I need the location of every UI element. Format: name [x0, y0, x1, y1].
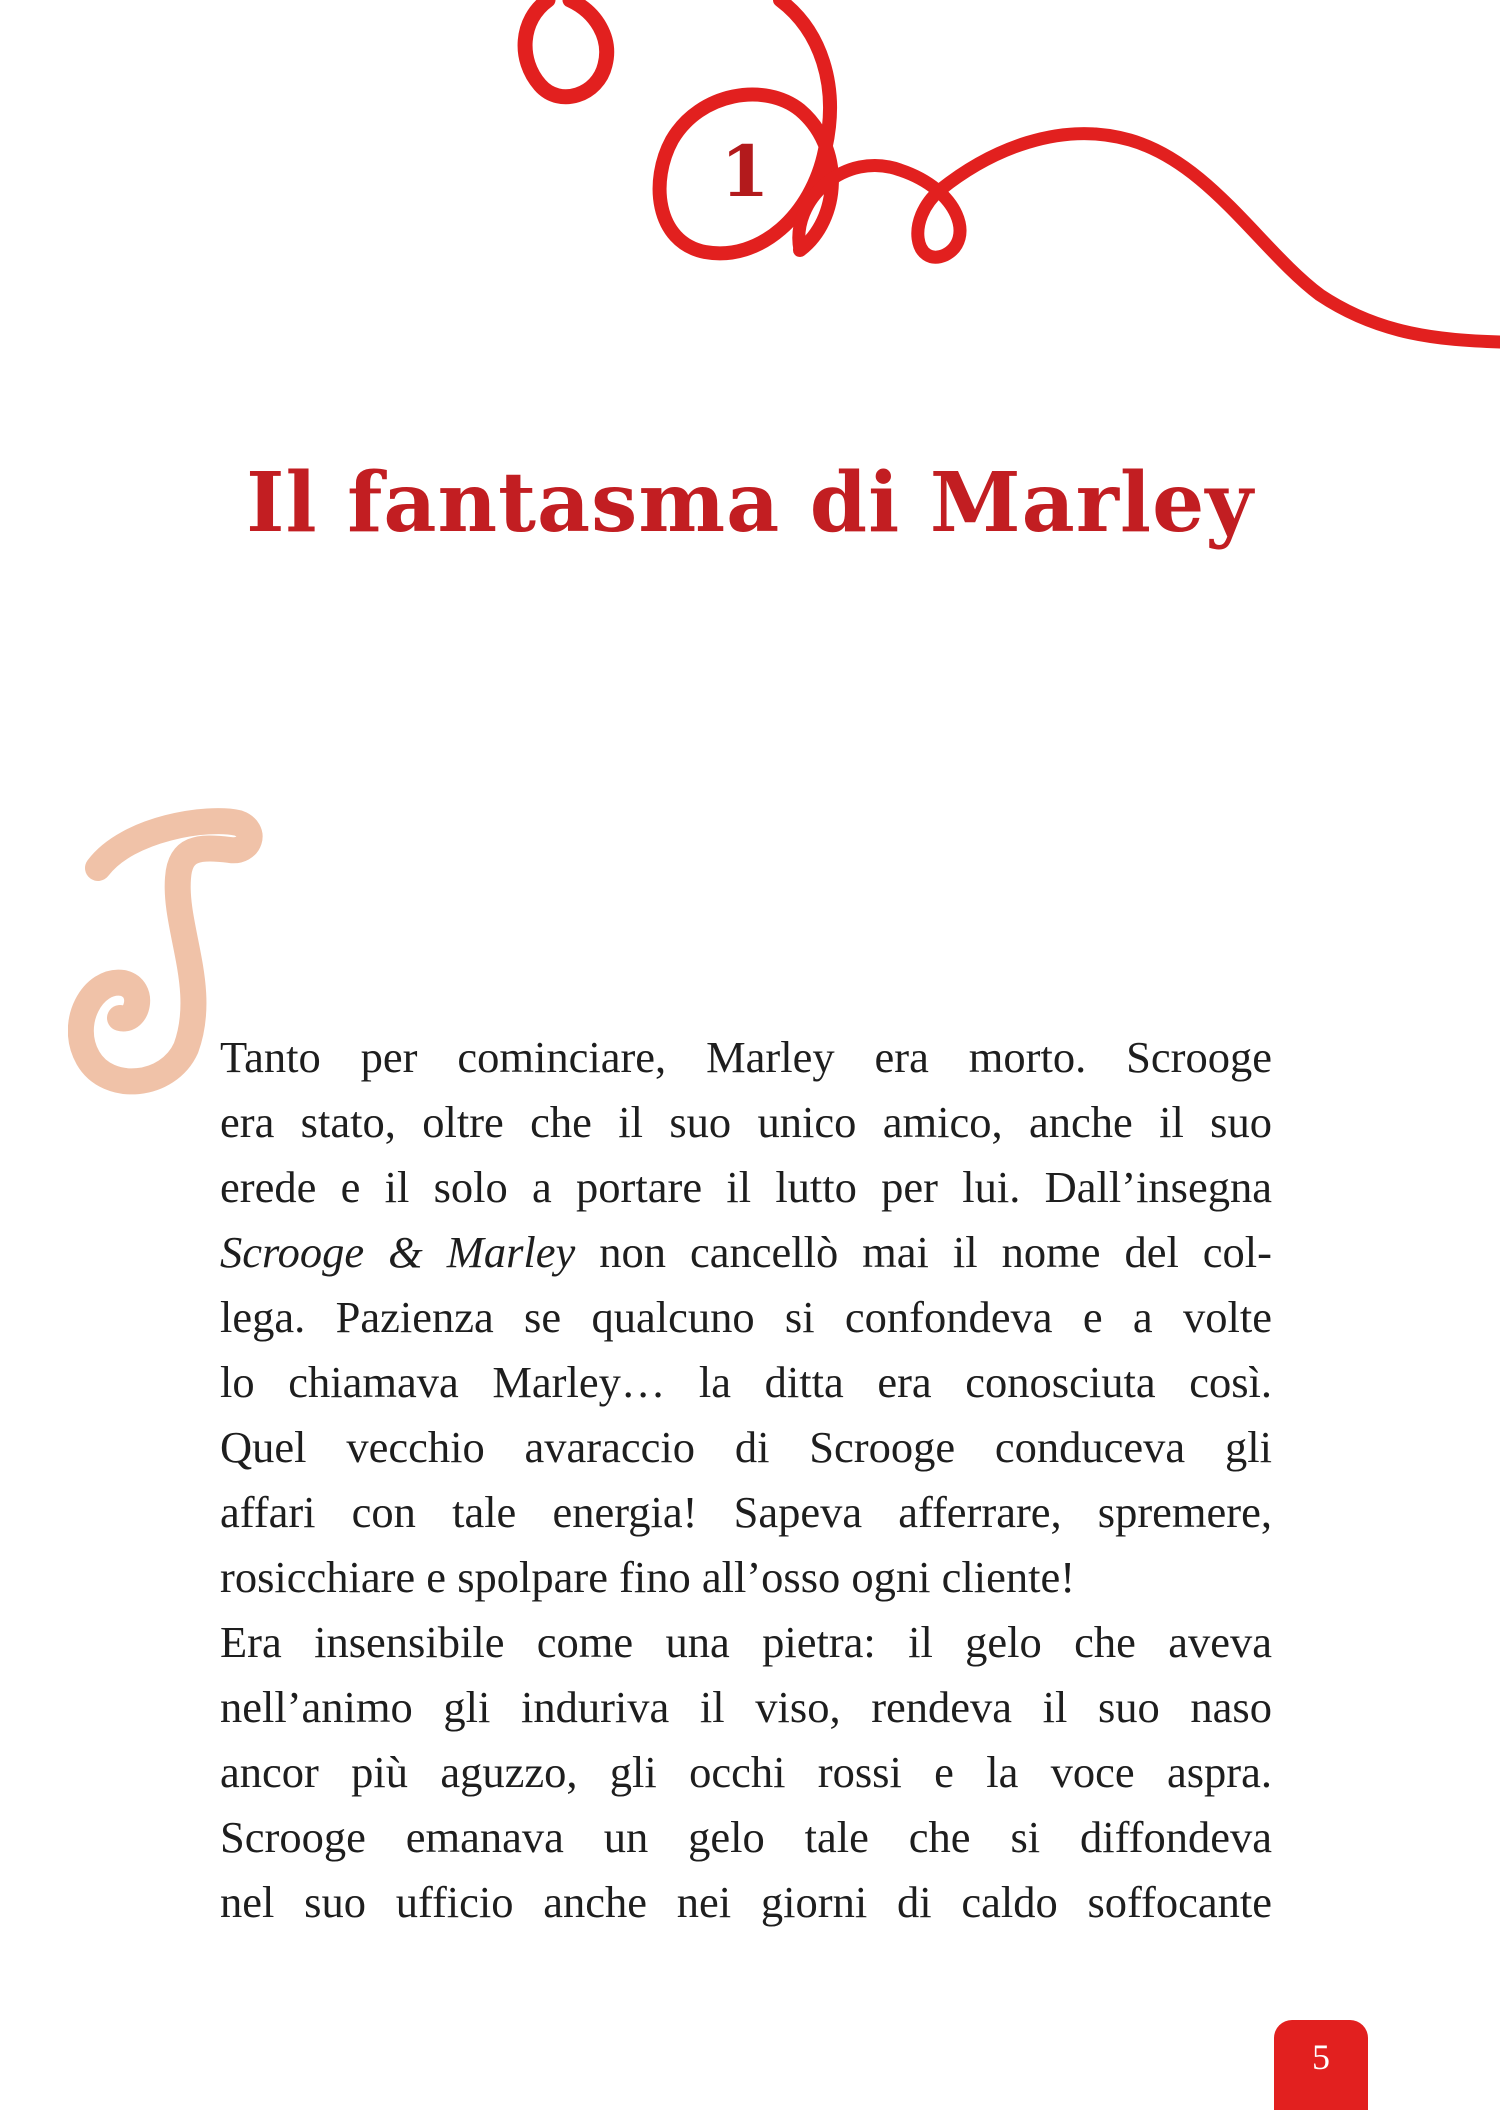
text-line: lega. Pazienza se qualcuno si confondeva e a volte	[220, 1292, 1272, 1342]
italic-firm-name: Scrooge & Marley	[220, 1227, 576, 1277]
text-line: rosicchiare e spolpare fino all’osso ogni cliente!	[220, 1552, 1076, 1602]
text-line: nel suo ufficio anche nei giorni di caldo soffocante	[220, 1877, 1272, 1927]
text-line-rest: non cancellò mai il nome del col-	[599, 1227, 1272, 1277]
chapter-title: Il fantasma di Marley	[246, 455, 1254, 551]
text-line: Tanto per cominciare, Marley era morto. Scrooge	[220, 1032, 1272, 1082]
text-line: Quel vecchio avaraccio di Scrooge conduceva gli	[220, 1422, 1272, 1472]
text-line: nell’animo gli induriva il viso, rendeva il suo naso	[220, 1682, 1272, 1732]
text-line: lo chiamava Marley… la ditta era conosciuta così.	[220, 1357, 1272, 1407]
text-line: Era insensibile come una pietra: il gelo che aveva	[220, 1617, 1272, 1667]
page-number-tab	[1274, 2020, 1368, 2110]
page-number: 5	[1312, 2037, 1330, 2077]
body-text	[220, 1025, 1272, 1935]
text-line: ancor più aguzzo, gli occhi rossi e la voce aspra.	[220, 1747, 1272, 1797]
chapter-number: 1	[720, 130, 770, 213]
text-line: Scrooge emanava un gelo tale che si diffondeva	[220, 1812, 1272, 1862]
text-line: era stato, oltre che il suo unico amico, anche il suo	[220, 1097, 1272, 1147]
text-line: affari con tale energia! Sapeva afferrare, spremere,	[220, 1487, 1272, 1537]
text-line: erede e il solo a portare il lutto per lui. Dall’insegna	[220, 1162, 1272, 1212]
text-line	[220, 1220, 1272, 1285]
